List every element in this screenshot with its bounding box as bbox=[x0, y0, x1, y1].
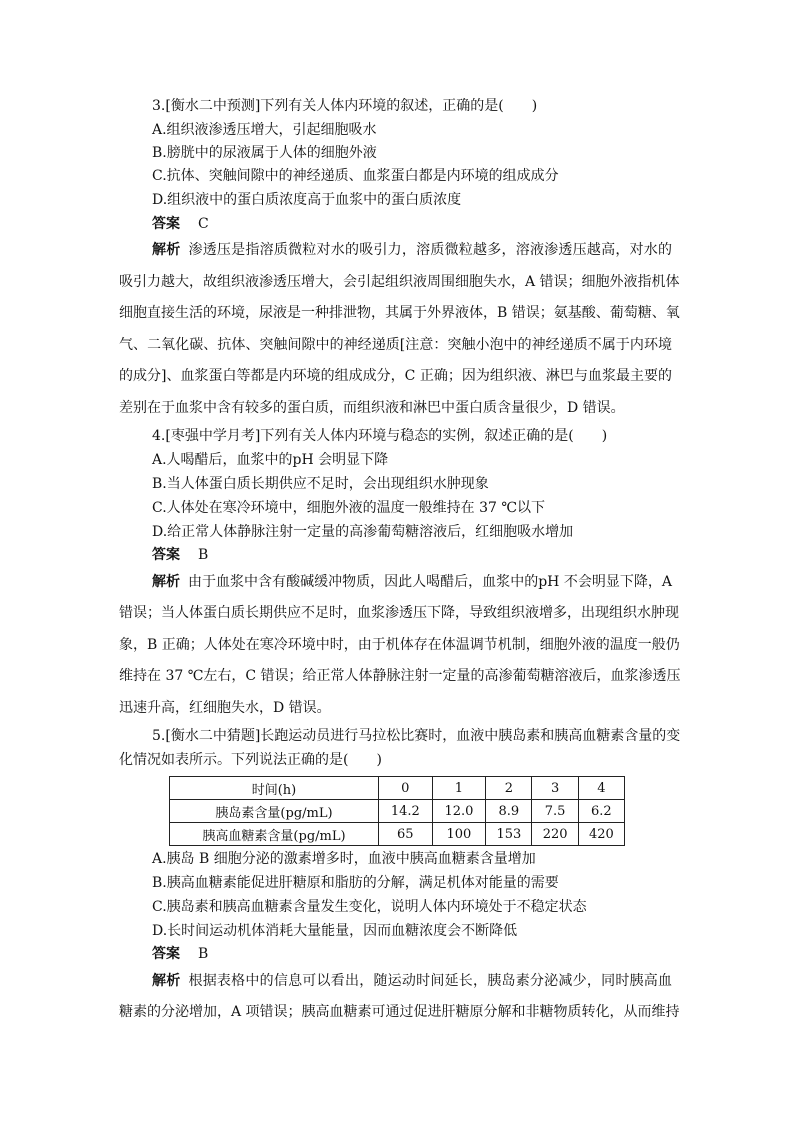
q5-option-a: A.胰岛 B 细胞分泌的激素增多时，血液中胰高血糖素含量增加 bbox=[152, 851, 536, 867]
q5-analysis-line-1: 解析 根据表格中的信息可以看出，随运动时间延长，胰岛素分泌减少，同时胰高血 bbox=[152, 973, 673, 989]
q3-option-c: C.抗体、突触间隙中的神经递质、血浆蛋白都是内环境的组成成分 bbox=[152, 168, 559, 184]
q4-answer bbox=[152, 545, 208, 565]
table-cell: 胰高血糖素含量(pg/mL) bbox=[170, 823, 379, 846]
table-cell: 100 bbox=[432, 823, 486, 846]
table-header-cell: 时间(h) bbox=[170, 777, 379, 800]
table-cell: 153 bbox=[486, 823, 532, 846]
table-cell: 420 bbox=[578, 823, 624, 846]
answer-value: B bbox=[198, 946, 209, 962]
q3-stem: 3.[衡水二中预测]下列有关人体内环境的叙述，正确的是( ) bbox=[152, 98, 538, 114]
q4-option-b: B.当人体蛋白质长期供应不足时，会出现组织水肿现象 bbox=[152, 476, 489, 492]
q3-option-d: D.组织液中的蛋白质浓度高于血浆中的蛋白质浓度 bbox=[152, 192, 462, 208]
answer-label: 答案 bbox=[152, 547, 180, 563]
table-cell: 12.0 bbox=[432, 800, 486, 823]
analysis-label: 解析 bbox=[152, 574, 181, 590]
table-row bbox=[170, 777, 625, 800]
table-cell: 65 bbox=[379, 823, 433, 846]
q5-option-d: D.长时间运动机体消耗大量能量，因而血糖浓度会不断降低 bbox=[152, 923, 518, 939]
table-row bbox=[170, 800, 625, 823]
table-cell: 8.9 bbox=[486, 800, 532, 823]
q4-option-a: A.人喝醋后，血浆中的pH 会明显下降 bbox=[152, 452, 389, 468]
q3-analysis-line-2: 吸引力越大，故组织液渗透压增大，会引起组织液周围细胞失水，A 错误；细胞外液指机体 bbox=[119, 274, 680, 290]
q4-analysis-line-2: 错误；当人体蛋白质长期供应不足时，血浆渗透压下降，导致组织液增多，出现组织水肿现 bbox=[119, 605, 679, 621]
answer-label: 答案 bbox=[152, 946, 180, 962]
q5-stem-line-1: 5.[衡水二中猜题]长跑运动员进行马拉松比赛时，血液中胰岛素和胰高血糖素含量的变 bbox=[152, 728, 681, 744]
table-header-cell: 2 bbox=[486, 777, 532, 800]
table-cell: 7.5 bbox=[532, 800, 578, 823]
q4-analysis-line-4: 维持在 37 ℃左右，C 错误；给正常人体静脉注射一定量的高渗葡萄糖溶液后，血浆渗透压 bbox=[119, 668, 681, 684]
q5-option-b: B.胰高血糖素能促进肝糖原和脂肪的分解，满足机体对能量的需要 bbox=[152, 875, 559, 891]
answer-label: 答案 bbox=[152, 216, 180, 232]
q3-analysis-line-3: 细胞直接生活的环境，尿液是一种排泄物，其属于外界液体，B 错误；氨基酸、葡萄糖、氧 bbox=[119, 305, 680, 321]
table-cell: 6.2 bbox=[578, 800, 624, 823]
q4-stem: 4.[枣强中学月考]下列有关人体内环境与稳态的实例，叙述正确的是( ) bbox=[152, 428, 608, 444]
table-header-cell: 1 bbox=[432, 777, 486, 800]
q5-stem-line-2: 化情况如表所示。下列说法正确的是( ) bbox=[119, 752, 382, 768]
hormone-table bbox=[169, 776, 625, 846]
q4-option-c: C.人体处在寒冷环境中，细胞外液的温度一般维持在 37 ℃以下 bbox=[152, 500, 546, 516]
answer-value: C bbox=[198, 216, 209, 232]
q5-analysis-line-2: 糖素的分泌增加，A 项错误；胰高血糖素可通过促进肝糖原分解和非糖物质转化，从而维持 bbox=[119, 1004, 680, 1020]
table-cell: 胰岛素含量(pg/mL) bbox=[170, 800, 379, 823]
q3-analysis-line-4: 气、二氧化碳、抗体、突触间隙中的神经递质[注意：突触小泡中的神经递质不属于内环境 bbox=[119, 337, 672, 353]
q4-option-d: D.给正常人体静脉注射一定量的高渗葡萄糖溶液后，红细胞吸水增加 bbox=[152, 524, 574, 540]
table-header-cell: 0 bbox=[379, 777, 433, 800]
table-header-cell: 3 bbox=[532, 777, 578, 800]
q5-option-c: C.胰岛素和胰高血糖素含量发生变化，说明人体内环境处于不稳定状态 bbox=[152, 899, 587, 915]
table-row bbox=[170, 823, 625, 846]
q3-option-a: A.组织液渗透压增大，引起细胞吸水 bbox=[152, 122, 377, 138]
q4-analysis-line-5: 迅速升高，红细胞失水，D 错误。 bbox=[119, 700, 331, 716]
q4-analysis-line-1: 解析 由于血浆中含有酸碱缓冲物质，因此人喝醋后，血浆中的pH 不会明显下降，A bbox=[152, 574, 672, 590]
q3-answer bbox=[152, 214, 209, 234]
analysis-label: 解析 bbox=[152, 973, 181, 989]
table-header-cell: 4 bbox=[578, 777, 624, 800]
q3-analysis-line-5: 的成分]、血浆蛋白等都是内环境的组成成分，C 正确；因为组织液、淋巴与血浆最主要的 bbox=[119, 368, 672, 384]
q3-analysis-line-6: 差别在于血浆中含有较多的蛋白质，而组织液和淋巴中蛋白质含量很少，D 错误。 bbox=[119, 400, 625, 416]
table-cell: 14.2 bbox=[379, 800, 433, 823]
q3-option-b: B.膀胱中的尿液属于人体的细胞外液 bbox=[152, 145, 377, 161]
q4-analysis-line-3: 象，B 正确；人体处在寒冷环境中时，由于机体存在体温调节机制，细胞外液的温度一般仍 bbox=[119, 637, 680, 653]
q3-analysis-line-1: 解析 渗透压是指溶质微粒对水的吸引力，溶质微粒越多，溶液渗透压越高，对水的 bbox=[152, 242, 673, 258]
q5-answer bbox=[152, 944, 208, 964]
table-cell: 220 bbox=[532, 823, 578, 846]
analysis-label: 解析 bbox=[152, 242, 181, 258]
answer-value: B bbox=[198, 547, 209, 563]
